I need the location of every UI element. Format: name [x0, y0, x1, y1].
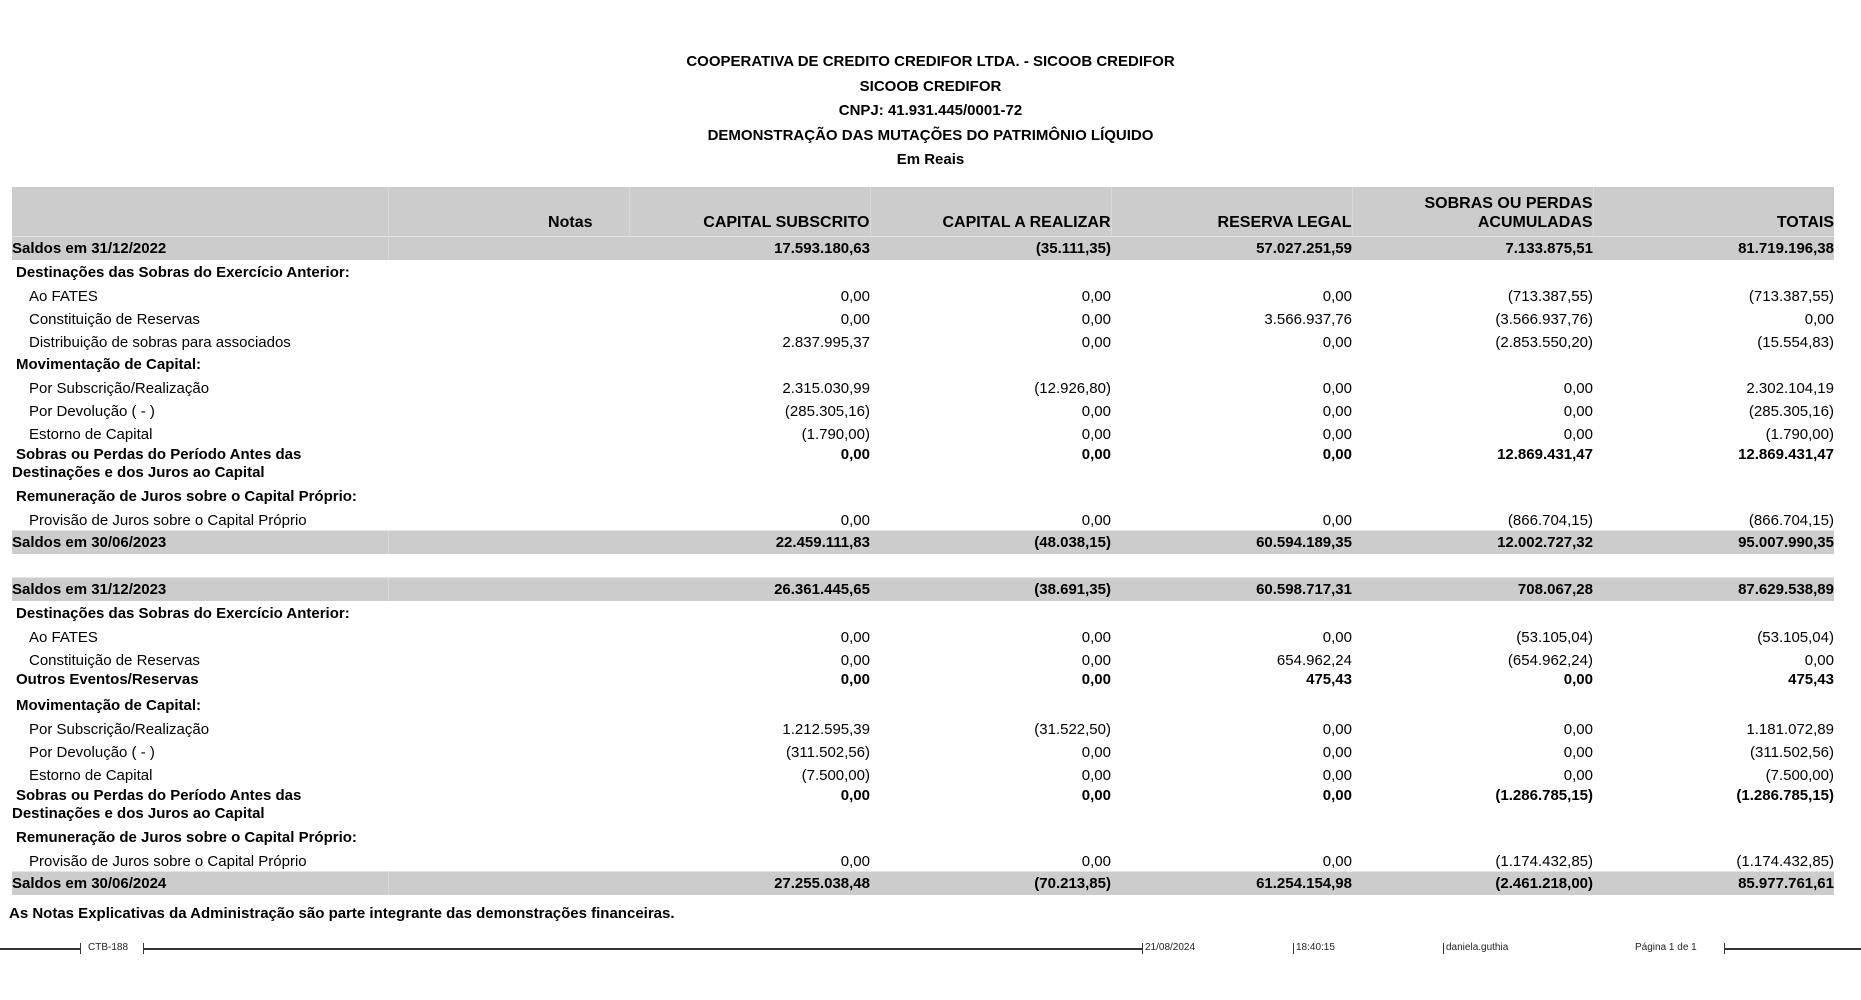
table-row — [12, 624, 1834, 647]
notas-cell — [388, 329, 629, 352]
reserva-legal-cell: 0,00 — [1322, 787, 1352, 804]
sobras-ou-perdas-cell: (654.962,24) — [1507, 652, 1593, 669]
capital-a-realizar-cell: 0,00 — [1081, 744, 1111, 761]
table-row — [12, 647, 1834, 670]
totais-cell: 87.629.538,89 — [1593, 578, 1834, 602]
totais-cell: 2.302.104,19 — [1746, 380, 1834, 397]
notas-cell — [388, 716, 629, 739]
totais-cell: 81.719.196,38 — [1593, 237, 1834, 261]
spacer-row — [12, 554, 1834, 578]
totais-cell: (1.174.432,85) — [1736, 853, 1834, 870]
capital-a-realizar-cell: 0,00 — [1081, 512, 1111, 529]
currency-note: Em Reais — [896, 151, 965, 168]
sobras-ou-perdas-cell: 12.002.727,32 — [1352, 531, 1593, 555]
totais-cell: 12.869.431,47 — [1738, 446, 1834, 463]
totais-cell: 0,00 — [1804, 311, 1834, 328]
spacer-cell — [12, 554, 1834, 578]
capital-subscrito-cell: 0,00 — [840, 446, 870, 463]
section-header-row — [12, 601, 1834, 624]
print-user: daniela.guthia — [1446, 942, 1509, 953]
report-footer — [0, 941, 1861, 957]
notas-cell — [388, 237, 629, 261]
column-header-capital-subscrito: CAPITAL SUBSCRITO — [629, 187, 870, 237]
column-header-sobras-ou-perdas: SOBRAS OU PERDAS ACUMULADAS — [1352, 187, 1593, 237]
footer-rule — [1724, 948, 1861, 950]
balance-row — [12, 872, 1834, 896]
row-label: Estorno de Capital — [29, 426, 153, 443]
totais-cell: (713.387,55) — [1748, 288, 1834, 305]
reserva-legal-cell: 0,00 — [1322, 767, 1352, 784]
sobras-ou-perdas-cell: (3.566.937,76) — [1495, 311, 1593, 328]
notas-cell — [388, 375, 629, 398]
notas-cell — [388, 306, 629, 329]
capital-subscrito-cell: 2.837.995,37 — [782, 334, 870, 351]
row-label: Provisão de Juros sobre o Capital Próprio — [29, 853, 307, 870]
print-time: 18:40:15 — [1296, 942, 1335, 953]
capital-subscrito-cell: 2.315.030,99 — [782, 380, 870, 397]
balance-row — [12, 237, 1834, 261]
capital-subscrito-cell: 27.255.038,48 — [629, 872, 870, 896]
capital-subscrito-cell: 0,00 — [840, 853, 870, 870]
row-label: Constituição de Reservas — [29, 311, 200, 328]
notas-cell — [388, 444, 629, 484]
table-row — [12, 848, 1834, 872]
sobras-ou-perdas-cell: 0,00 — [1563, 744, 1593, 761]
table-row — [12, 739, 1834, 762]
capital-subscrito-cell: (7.500,00) — [801, 767, 870, 784]
reserva-legal-cell: 3.566.937,76 — [1264, 311, 1352, 328]
footer-divider — [80, 943, 81, 954]
totais-cell: 95.007.990,35 — [1593, 531, 1834, 555]
footer-rule — [0, 948, 80, 950]
notas-cell — [388, 421, 629, 444]
balance-row — [12, 531, 1834, 555]
sobras-ou-perdas-cell: 0,00 — [1563, 767, 1593, 784]
cnpj: CNPJ: 41.931.445/0001-72 — [838, 102, 1023, 119]
totais-cell: (53.105,04) — [1757, 629, 1834, 646]
reserva-legal-cell: 0,00 — [1322, 853, 1352, 870]
column-header-capital-a-realizar: CAPITAL A REALIZAR — [870, 187, 1111, 237]
row-label-line: Destinações e dos Juros ao Capital — [12, 805, 265, 822]
capital-a-realizar-cell: 0,00 — [1081, 671, 1111, 688]
print-date: 21/08/2024 — [1145, 942, 1196, 953]
capital-a-realizar-cell: 0,00 — [1081, 629, 1111, 646]
table-row — [12, 398, 1834, 421]
notas-cell — [388, 624, 629, 647]
reserva-legal-cell: 0,00 — [1322, 334, 1352, 351]
capital-a-realizar-cell: 0,00 — [1081, 403, 1111, 420]
table-header-row — [12, 187, 1834, 237]
capital-subscrito-cell: 0,00 — [840, 311, 870, 328]
sobras-ou-perdas-cell: (2.461.218,00) — [1352, 872, 1593, 896]
notas-cell — [388, 848, 629, 872]
column-header-reserva-legal: RESERVA LEGAL — [1111, 187, 1352, 237]
capital-a-realizar-cell: 0,00 — [1081, 853, 1111, 870]
capital-a-realizar-cell: 0,00 — [1081, 787, 1111, 804]
notas-cell — [388, 872, 629, 896]
row-label — [12, 444, 388, 484]
sobras-ou-perdas-cell: (713.387,55) — [1507, 288, 1593, 305]
report-code: CTB-188 — [88, 942, 129, 953]
notas-cell — [388, 578, 629, 602]
capital-subscrito-cell: (285.305,16) — [784, 403, 870, 420]
table-row — [12, 444, 1834, 484]
capital-subscrito-cell: 0,00 — [840, 652, 870, 669]
row-label — [12, 785, 388, 825]
capital-subscrito-cell: 0,00 — [840, 512, 870, 529]
row-label: Remuneração de Juros sobre o Capital Próprio: — [16, 829, 357, 846]
row-label: Constituição de Reservas — [29, 652, 200, 669]
capital-subscrito-cell: 17.593.180,63 — [629, 237, 870, 261]
row-label: Saldos em 31/12/2023 — [12, 578, 388, 602]
sobras-ou-perdas-cell: 0,00 — [1563, 426, 1593, 443]
table-row — [12, 785, 1834, 825]
row-label: Distribuição de sobras para associados — [29, 334, 291, 351]
sobras-ou-perdas-cell: 0,00 — [1563, 403, 1593, 420]
row-label: Outros Eventos/Reservas — [16, 671, 199, 688]
capital-a-realizar-cell: 0,00 — [1081, 652, 1111, 669]
column-header-notas: Notas — [388, 187, 629, 237]
totais-cell: (1.286.785,15) — [1736, 787, 1834, 804]
sobras-ou-perdas-cell: 7.133.875,51 — [1352, 237, 1593, 261]
column-header-description — [12, 187, 388, 237]
column-header-totais: TOTAIS — [1593, 187, 1834, 237]
row-label: Provisão de Juros sobre o Capital Próprio — [29, 512, 307, 529]
equity-changes-table — [12, 187, 1834, 895]
capital-subscrito-cell: 0,00 — [840, 671, 870, 688]
row-label: Saldos em 31/12/2022 — [12, 237, 388, 261]
reserva-legal-cell: 0,00 — [1322, 288, 1352, 305]
capital-a-realizar-cell: (35.111,35) — [870, 237, 1111, 261]
row-label-line: Destinações e dos Juros ao Capital — [12, 464, 265, 481]
capital-a-realizar-cell: (38.691,35) — [870, 578, 1111, 602]
capital-a-realizar-cell: (31.522,50) — [1034, 721, 1111, 738]
capital-subscrito-cell: 0,00 — [840, 787, 870, 804]
totais-cell: 1.181.072,89 — [1746, 721, 1834, 738]
reserva-legal-cell: 0,00 — [1322, 721, 1352, 738]
sobras-ou-perdas-cell: (1.174.432,85) — [1495, 853, 1593, 870]
totais-cell: (311.502,56) — [1750, 744, 1834, 761]
section-header-row — [12, 352, 1834, 375]
row-label: Ao FATES — [29, 629, 98, 646]
row-label: Saldos em 30/06/2023 — [12, 531, 388, 555]
capital-a-realizar-cell: 0,00 — [1081, 426, 1111, 443]
row-label: Remuneração de Juros sobre o Capital Próprio: — [16, 488, 357, 505]
page-indicator: Página 1 de 1 — [1635, 942, 1697, 953]
capital-subscrito-cell: 1.212.595,39 — [782, 721, 870, 738]
sobras-ou-perdas-cell: 0,00 — [1563, 380, 1593, 397]
totais-cell: 475,43 — [1788, 671, 1834, 688]
table-row — [12, 670, 1834, 693]
capital-subscrito-cell: 22.459.111,83 — [629, 531, 870, 555]
table-row — [12, 329, 1834, 352]
reserva-legal-cell: 0,00 — [1322, 426, 1352, 443]
reserva-legal-cell: 0,00 — [1322, 629, 1352, 646]
row-label-line: Sobras ou Perdas do Período Antes das — [16, 787, 302, 804]
table-row — [12, 421, 1834, 444]
footer-divider — [1293, 943, 1294, 954]
row-label: Movimentação de Capital: — [16, 356, 202, 373]
sobras-ou-perdas-cell: (53.105,04) — [1516, 629, 1593, 646]
table-row — [12, 716, 1834, 739]
totais-cell: 0,00 — [1804, 652, 1834, 669]
capital-a-realizar-cell: (70.213,85) — [870, 872, 1111, 896]
sobras-ou-perdas-cell: 12.869.431,47 — [1497, 446, 1593, 463]
reserva-legal-cell: 0,00 — [1322, 403, 1352, 420]
section-header-row — [12, 260, 1834, 283]
table-row — [12, 762, 1834, 785]
reserva-legal-cell: 0,00 — [1322, 446, 1352, 463]
capital-subscrito-cell: (311.502,56) — [786, 744, 870, 761]
capital-a-realizar-cell: 0,00 — [1081, 767, 1111, 784]
reserva-legal-cell: 0,00 — [1322, 380, 1352, 397]
capital-subscrito-cell: 0,00 — [840, 629, 870, 646]
notas-cell — [388, 283, 629, 306]
notas-cell — [388, 398, 629, 421]
sobras-ou-perdas-cell: (1.286.785,15) — [1495, 787, 1593, 804]
reserva-legal-cell: 60.594.189,35 — [1111, 531, 1352, 555]
row-label: Destinações das Sobras do Exercício Anterior: — [16, 264, 350, 281]
notas-cell — [388, 670, 629, 693]
sobras-ou-perdas-cell: 0,00 — [1563, 671, 1593, 688]
balance-row — [12, 578, 1834, 602]
reserva-legal-cell: 475,43 — [1306, 671, 1352, 688]
section-header-row — [12, 825, 1834, 848]
capital-subscrito-cell: 0,00 — [840, 288, 870, 305]
row-label: Ao FATES — [29, 288, 98, 305]
capital-a-realizar-cell: (12.926,80) — [1034, 380, 1111, 397]
table-body — [12, 237, 1834, 896]
capital-subscrito-cell: (1.790,00) — [801, 426, 870, 443]
report-header — [0, 50, 1861, 173]
row-label: Por Subscrição/Realização — [29, 721, 210, 738]
row-label: Saldos em 30/06/2024 — [12, 872, 388, 896]
sobras-ou-perdas-cell: 708.067,28 — [1352, 578, 1593, 602]
capital-a-realizar-cell: 0,00 — [1081, 311, 1111, 328]
trade-name: SICOOB CREDIFOR — [859, 77, 1002, 95]
reserva-legal-cell: 0,00 — [1322, 512, 1352, 529]
footer-divider — [1443, 943, 1444, 954]
totais-cell: 85.977.761,61 — [1593, 872, 1834, 896]
notas-cell — [388, 647, 629, 670]
totais-cell: (1.790,00) — [1765, 426, 1834, 443]
notas-cell — [388, 785, 629, 825]
company-name: COOPERATIVA DE CREDITO CREDIFOR LTDA. - SICOOB CREDIFOR — [686, 53, 1175, 70]
capital-a-realizar-cell: 0,00 — [1081, 446, 1111, 463]
notas-cell — [388, 739, 629, 762]
reserva-legal-cell: 60.598.717,31 — [1111, 578, 1352, 602]
row-label: Por Subscrição/Realização — [29, 380, 210, 397]
statement-title: DEMONSTRAÇÃO DAS MUTAÇÕES DO PATRIMÔNIO LÍQUIDO — [707, 126, 1154, 144]
notas-cell — [388, 507, 629, 531]
section-header-row — [12, 484, 1834, 507]
notas-cell — [388, 531, 629, 555]
table-row — [12, 283, 1834, 306]
table-row — [12, 375, 1834, 398]
table-row — [12, 306, 1834, 329]
totais-cell: (285.305,16) — [1748, 403, 1834, 420]
capital-subscrito-cell: 26.361.445,65 — [629, 578, 870, 602]
capital-a-realizar-cell: 0,00 — [1081, 334, 1111, 351]
reserva-legal-cell: 61.254.154,98 — [1111, 872, 1352, 896]
totais-cell: (866.704,15) — [1748, 512, 1834, 529]
totais-cell: (7.500,00) — [1765, 767, 1834, 784]
capital-a-realizar-cell: (48.038,15) — [870, 531, 1111, 555]
sobras-ou-perdas-cell: (2.853.550,20) — [1495, 334, 1593, 351]
reserva-legal-cell: 0,00 — [1322, 744, 1352, 761]
row-label: Destinações das Sobras do Exercício Anterior: — [16, 605, 350, 622]
row-label: Estorno de Capital — [29, 767, 153, 784]
section-header-row — [12, 693, 1834, 716]
table-row — [12, 507, 1834, 531]
reserva-legal-cell: 57.027.251,59 — [1111, 237, 1352, 261]
sobras-ou-perdas-cell: 0,00 — [1563, 721, 1593, 738]
footer-divider — [1142, 943, 1143, 954]
row-label-line: Sobras ou Perdas do Período Antes das — [16, 446, 302, 463]
row-label: Por Devolução ( - ) — [29, 403, 155, 420]
totais-cell: (15.554,83) — [1757, 334, 1834, 351]
capital-a-realizar-cell: 0,00 — [1081, 288, 1111, 305]
row-label: Por Devolução ( - ) — [29, 744, 155, 761]
footer-rule — [143, 948, 1142, 950]
row-label: Movimentação de Capital: — [16, 697, 202, 714]
sobras-ou-perdas-cell: (866.704,15) — [1507, 512, 1593, 529]
footnote: As Notas Explicativas da Administração são parte integrante das demonstrações financeiras. — [9, 905, 675, 922]
notas-cell — [388, 762, 629, 785]
reserva-legal-cell: 654.962,24 — [1276, 652, 1352, 669]
